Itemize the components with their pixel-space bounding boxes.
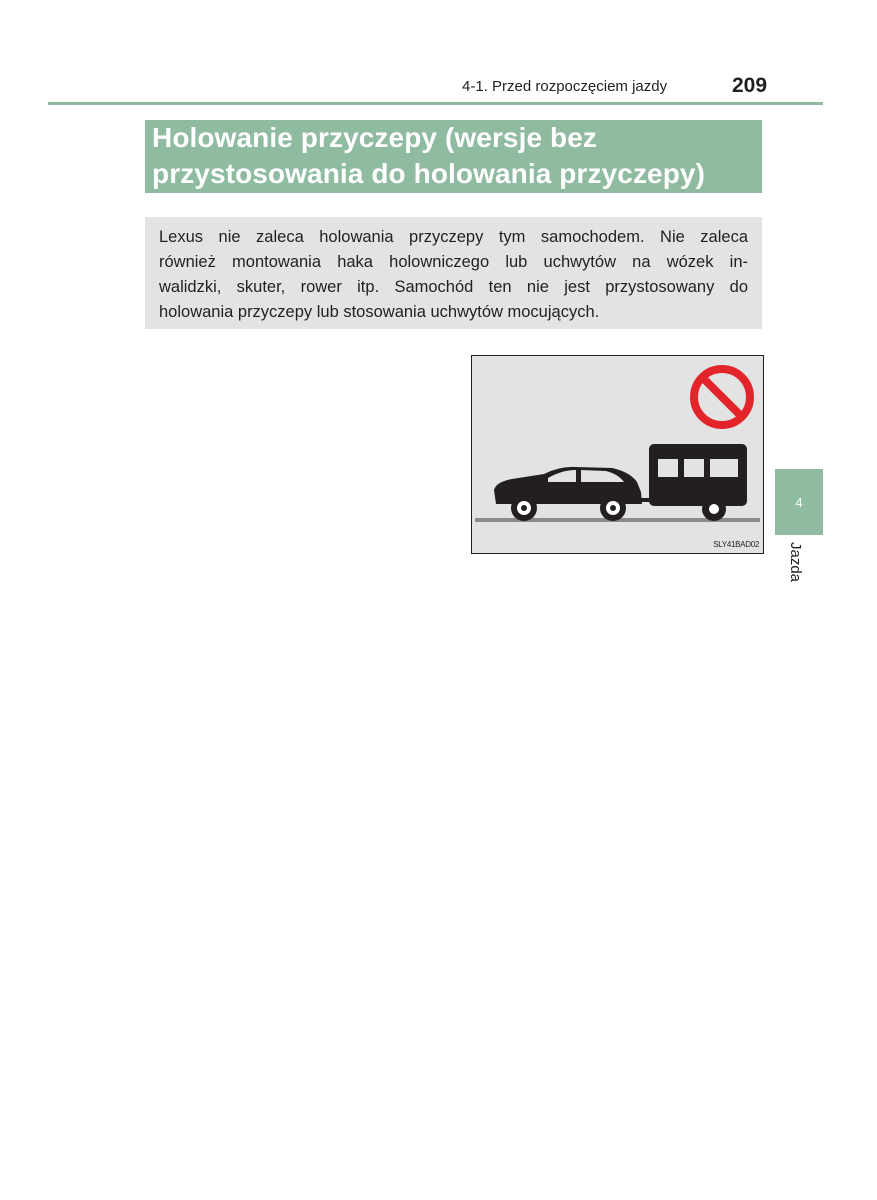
header-rule [48,102,823,105]
towing-prohibited-figure [471,355,764,554]
intro-line: również montowania haka holowniczego lub uchwytów na wózek in- [159,253,748,271]
prohibition-icon [694,369,750,425]
intro-line: Lexus nie zaleca holowania przyczepy tym samochodem. Nie zaleca [159,228,748,246]
figure-code: SLY41BAD02 [713,540,759,549]
page-number: 209 [732,74,768,97]
intro-line: walidzki, skuter, rower itp. Samochód ten nie jest przystosowany do [159,278,748,296]
header-section-title: 4-1. Przed rozpoczęciem jazdy [462,78,668,95]
chapter-label: Jazda [787,542,804,583]
chapter-number: 4 [795,494,803,510]
intro-line: holowania przyczepy lub stosowania uchwytów mocujących. [159,303,600,321]
chapter-tab [775,469,823,535]
section-title-line: Holowanie przyczepy (wersje bez [152,122,598,153]
section-title [145,120,762,193]
section-title-line: przystosowania do holowania przyczepy) [152,158,706,189]
towing-illustration [472,356,763,553]
car-icon [494,467,642,521]
trailer-icon [637,444,747,521]
intro-box [145,217,762,329]
